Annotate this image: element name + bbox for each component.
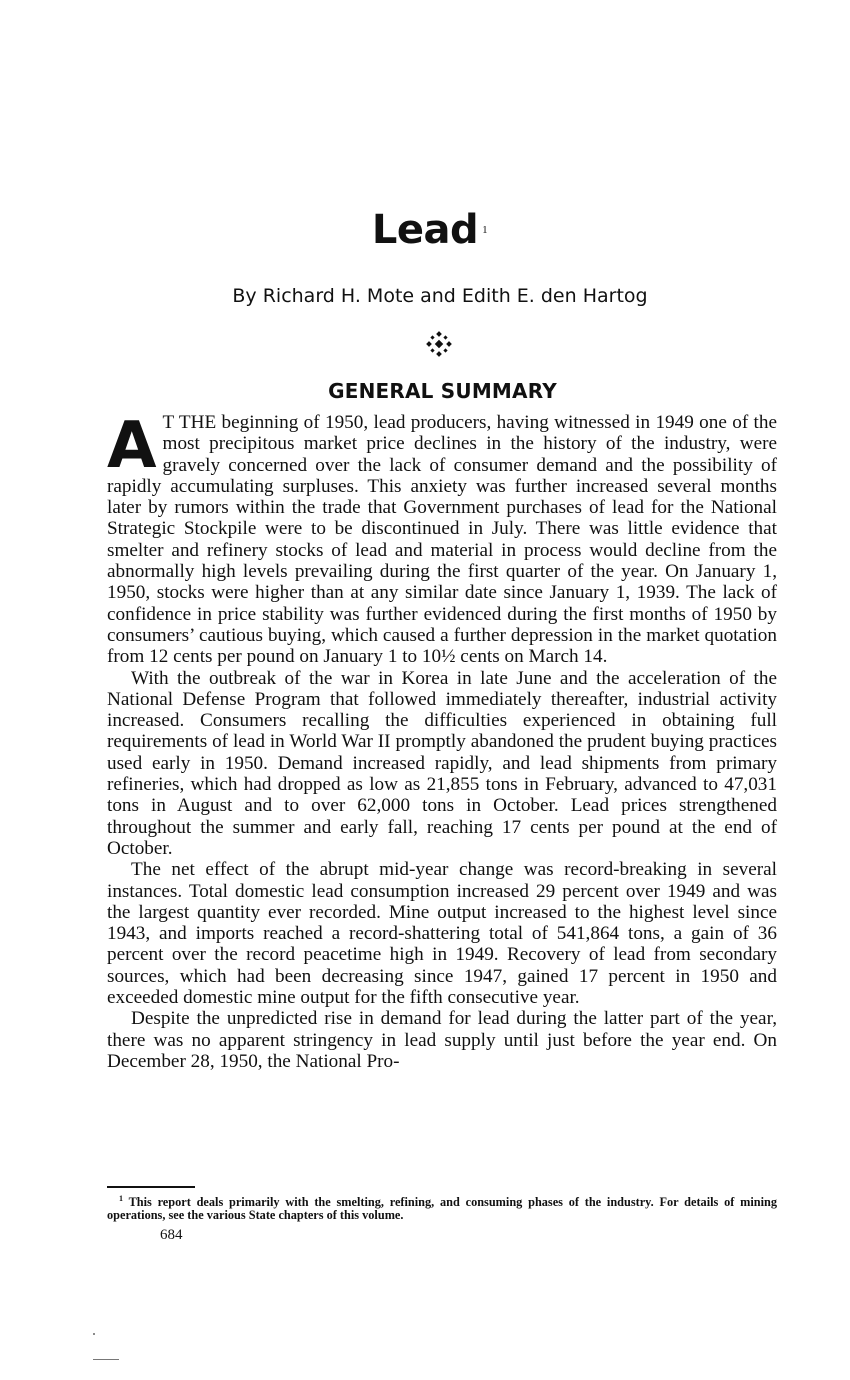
title-block bbox=[0, 205, 850, 255]
title-footnote-mark: 1 bbox=[482, 224, 488, 236]
footnote bbox=[107, 1192, 777, 1222]
paragraph-1-text: T THE beginning of 1950, lead producers, having witnessed in 1949 one of the most precipitous market price declines in the history of the industry, were gravely concerned over the lack of consumer demand and the possibility of rapidly accumulating surpluses. This anxiety was further increased several months later by rumors within the trade that Government purchases of lead for the National Strategic Stockpile were to be discontinued in July. There was little evidence that smelter and refinery stocks of lead and material in process would decline from the abnormally high levels prevailing during the first quarter of the year. On January 1, 1950, stocks were higher than at any similar date since January 1, 1939. The lack of confidence in price stability was further evidenced during the first months of 1950 by consumers’ cautious buying, which caused a further depression in the market quotation from 12 cents per pound on January 1 to 10½ cents on March 14. bbox=[107, 412, 777, 668]
drop-cap: A bbox=[107, 409, 157, 483]
fleuron-ornament-icon bbox=[425, 330, 453, 358]
title-text: Lead bbox=[371, 207, 479, 253]
page-title bbox=[371, 205, 488, 255]
page-number: 684 bbox=[160, 1227, 183, 1243]
paragraph-4: Despite the unpredicted rise in demand for lead during the latter part of the year, there was no apparent stringency in lead supply until just before the year end. On December 28, 1950, the National Pro- bbox=[107, 1008, 777, 1072]
scan-mark bbox=[93, 1359, 119, 1360]
paragraph-1 bbox=[107, 409, 777, 668]
section-heading: GENERAL SUMMARY bbox=[328, 379, 557, 403]
scan-speck bbox=[93, 1333, 95, 1335]
paragraph-2: With the outbreak of the war in Korea in late June and the acceleration of the National Defense Program that followed immediately thereafter, industrial activity increased. Consumers recalling the difficulties experienced in obtaining full requirements of lead in World War II promptly abandoned the prudent buying practices used early in 1950. Demand increased rapidly, and lead shipments from primary refineries, which had dropped as low as 21,855 tons in February, advanced to 47,031 tons in August and to over 62,000 tons in October. Lead prices strengthened throughout the summer and early fall, reaching 17 cents per pound at the end of October. bbox=[107, 667, 777, 859]
author-byline: By Richard H. Mote and Edith E. den Hartog bbox=[232, 285, 648, 307]
article-body bbox=[107, 409, 777, 1072]
footnote-divider bbox=[107, 1186, 195, 1188]
footnote-text: This report deals primarily with the smelting, refining, and consuming phases of the industry. For details of mining operations, see the various State chapters of this volume. bbox=[107, 1195, 777, 1223]
paragraph-3: The net effect of the abrupt mid-year change was record-breaking in several instances. Total domestic lead consumption increased 29 percent over 1949 and was the largest quantity ever recorded. Mine output increased to the highest level since 1943, and imports reached a record-shattering total of 541,864 tons, a gain of 36 percent over the record peacetime high in 1949. Recovery of lead from secondary sources, which had been decreasing since 1947, gained 17 percent in 1950 and exceeded domestic mine output for the fifth consecutive year. bbox=[107, 859, 777, 1009]
footnote-mark: 1 bbox=[119, 1194, 123, 1203]
